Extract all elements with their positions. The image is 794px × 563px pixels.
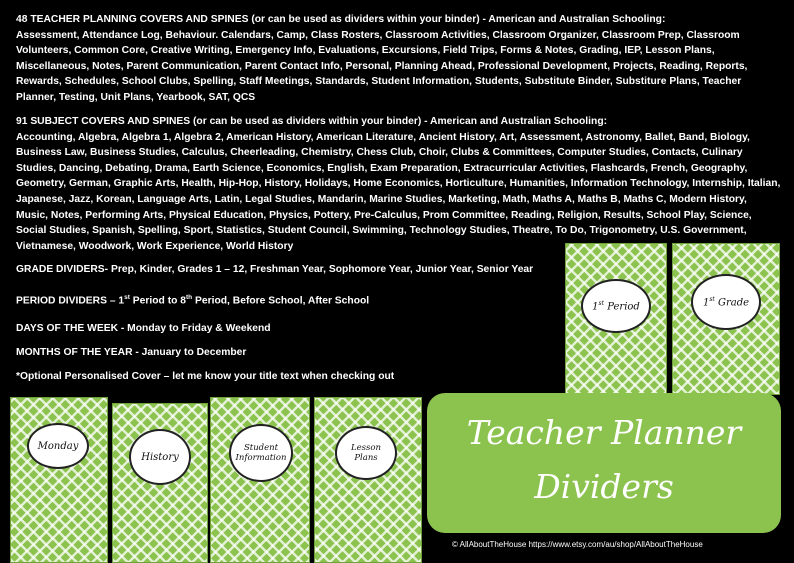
card-label-circle	[27, 423, 89, 469]
student-info-label: Student Information	[235, 443, 287, 463]
lesson-plans-label: Lesson Plans	[351, 443, 381, 463]
period-dividers-text	[16, 294, 369, 306]
optional-cover-text: *Optional Personalised Cover – let me know your title text when checking out	[16, 371, 395, 382]
banner-title-line1: Teacher Planner	[466, 413, 742, 452]
card-label-circle	[581, 279, 651, 333]
card-label-circle	[691, 274, 761, 330]
title-banner	[427, 393, 781, 533]
period-sup1: st	[124, 294, 130, 301]
history-label: History	[141, 451, 179, 463]
months-of-year-text: MONTHS OF THE YEAR - January to December	[16, 347, 247, 358]
banner-title-line2: Dividers	[534, 467, 674, 506]
card-label-circle	[335, 426, 397, 480]
teacher-covers-section	[16, 12, 781, 106]
period-prefix: PERIOD DIVIDERS – 1	[16, 295, 125, 307]
teacher-covers-list: Assessment, Attendance Log, Behaviour. Calendars, Camp, Class Rosters, Classroom Activities, Classroom Organizer, Classroom Prep, Classroom Volunteers, Common Core, Creative Writing, Emergency Info, Evaluations, Excursions, Field Trips, Forms & Notes, Grading, IEP, Lesson Plans, Miscellaneous, Notes, Parent Communication, Parent Contact Info, Personal, Planning Ahead, Professional Development, Projects, Reading, Reports, Rewards, Schedules, School Clubs, Spelling, Staff Meetings, Standards, Student Information, Students, Substitute Binder, Substiture Plans, Teacher Planner, Testing, Unit Plans, Yearbook, SAT, QCS	[16, 29, 748, 103]
copyright-footer: © AllAboutTheHouse https://www.etsy.com/au/shop/AllAboutTheHouse	[452, 540, 703, 549]
card-label-circle	[229, 424, 293, 482]
card-student-information	[210, 397, 310, 563]
subject-covers-section	[16, 114, 781, 254]
card-lesson-plans	[314, 397, 422, 563]
card-monday	[10, 397, 108, 563]
days-of-week-text: DAYS OF THE WEEK - Monday to Friday & Weekend	[16, 323, 271, 334]
card-first-period	[565, 243, 667, 395]
first-grade-label: 1st Grade	[702, 295, 750, 309]
period-sup2: th	[186, 294, 193, 301]
grade-dividers-text: GRADE DIVIDERS- Prep, Kinder, Grades 1 – 12, Freshman Year, Sophomore Year, Junior Year, Senior Year	[16, 264, 534, 275]
card-first-grade	[672, 243, 780, 395]
card-history	[112, 403, 208, 563]
subject-covers-list: Accounting, Algebra, Algebra 1, Algebra 2, American History, American Literature, Ancient History, Art, Assessment, Astronomy, Ballet, Band, Biology, Business Law, Business Studies, Calculus, Cheerleading, Chemistry, Chess Club, Choir, Clubs & Committees, Computer Studies, Contacts, Culinary Studies, Dancing, Debating, Drama, Earth Science, Economics, English, Exam Preparation, Extracurricular Activities, Flashcards, French, Geography, Geometry, German, Graphic Arts, Health, Hip-Hop, History, Holidays, Home Economics, Horticulture, Humanities, Information Technology, Internship, Italian, Japanese, Jazz, Korean, Language Arts, Latin, Legal Studies, Mandarin, Marine Studies, Marketing, Math, Maths A, Maths B, Maths C, Modern History, Music, Notes, Performing Arts, Physical Education, Physics, Pottery, Pre-Calculus, Prom Committee, Reading, Religion, Results, School Play, Science, Social Studies, Spanish, Spelling, Sport, Statistics, Student Council, Swimming, Technology Studies, Theatre, To Do, Trigonometry, U.S. Government, Vietnamese, Woodwork, Work Experience, World History	[16, 131, 781, 252]
period-suffix: Period, Before School, After School	[192, 295, 370, 307]
teacher-covers-heading: 48 TEACHER PLANNING COVERS AND SPINES (or can be used as dividers within your binder) - American and Australian Schooling:	[16, 14, 666, 25]
monday-label: Monday	[37, 440, 79, 452]
subject-covers-heading: 91 SUBJECT COVERS AND SPINES (or can be used as dividers within your binder) - American and Australian Schooling:	[16, 116, 608, 127]
first-period-label: 1st Period	[592, 299, 640, 313]
card-label-circle	[129, 429, 191, 485]
period-middle: Period to 8	[129, 295, 187, 307]
